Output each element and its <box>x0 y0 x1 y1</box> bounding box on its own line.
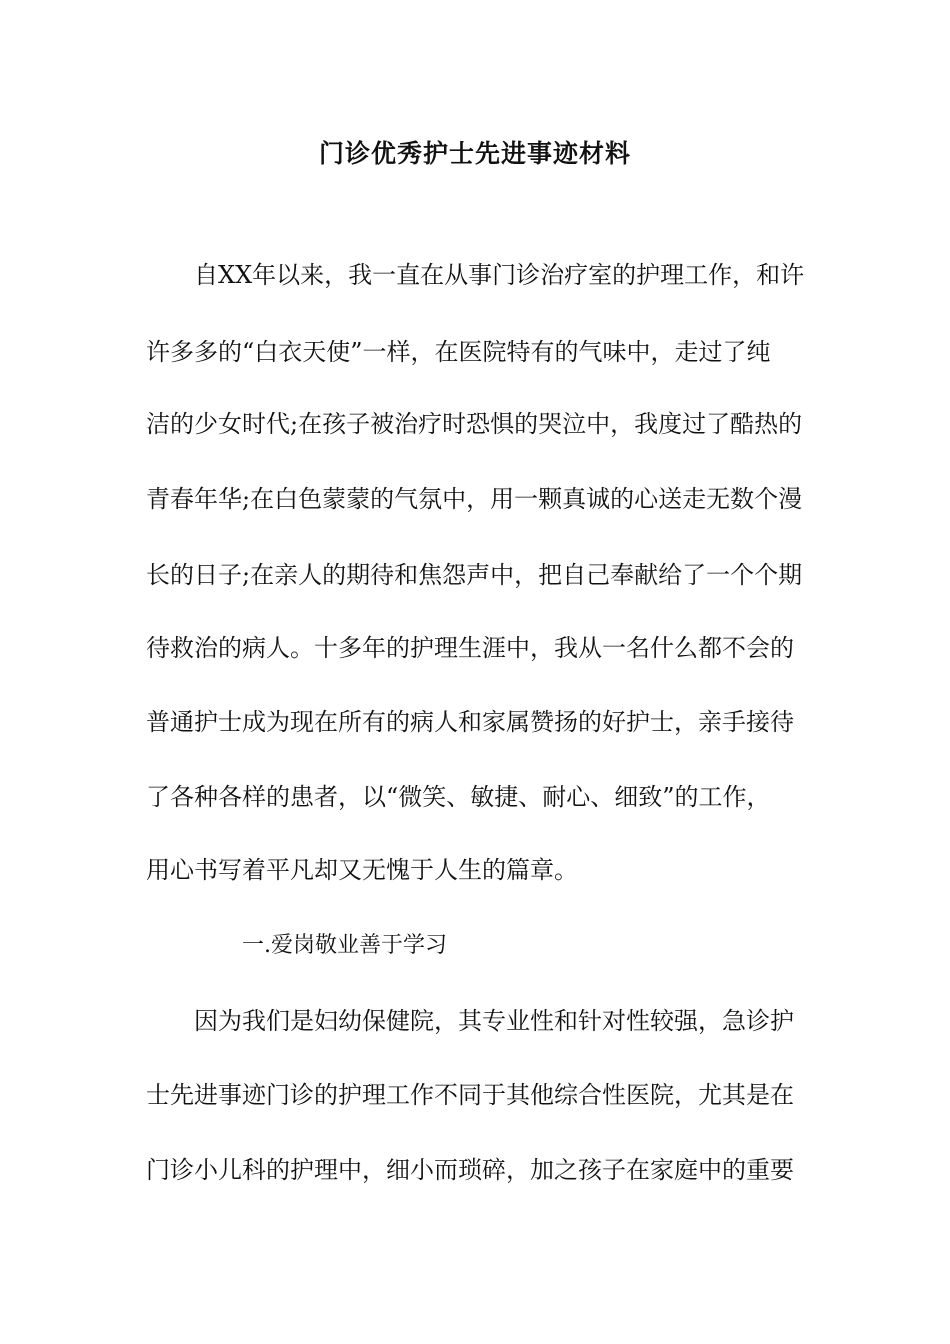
document-title: 门诊优秀护士先进事迹材料 <box>318 139 631 168</box>
paragraph-line: 士先进事迹门诊的护理工作不同于其他综合性医院，尤其是在 <box>146 1081 794 1109</box>
paragraph-line: 自XX年以来，我一直在从事门诊治疗室的护理工作，和许 <box>194 261 805 289</box>
paragraph-line: 待救治的病人。十多年的护理生涯中，我从一名什么都不会的 <box>146 634 794 662</box>
section-heading: 一.爱岗敬业善于学习 <box>242 933 447 958</box>
paragraph-line: 门诊小儿科的护理中，细小而琐碎，加之孩子在家庭中的重要 <box>146 1156 794 1184</box>
paragraph-line: 普通护士成为现在所有的病人和家属赞扬的好护士，亲手接待 <box>146 708 794 736</box>
paragraph-line: 洁的少女时代;在孩子被治疗时恐惧的哭泣中，我度过了酷热的 <box>146 410 803 438</box>
paragraph-line: 青春年华;在白色蒙蒙的气氛中，用一颗真诚的心送走无数个漫 <box>146 485 803 513</box>
paragraph-line: 用心书写着平凡却又无愧于人生的篇章。 <box>146 856 578 884</box>
paragraph-line: 许多多的“白衣天使”一样，在医院特有的气味中，走过了纯 <box>146 338 771 366</box>
paragraph-line: 了各种各样的患者，以“微笑、敏捷、耐心、细致”的工作， <box>146 783 771 811</box>
paragraph-line: 长的日子;在亲人的期待和焦怨声中，把自己奉献给了一个个期 <box>146 561 803 589</box>
paragraph-line: 因为我们是妇幼保健院，其专业性和针对性较强，急诊护 <box>194 1007 794 1035</box>
